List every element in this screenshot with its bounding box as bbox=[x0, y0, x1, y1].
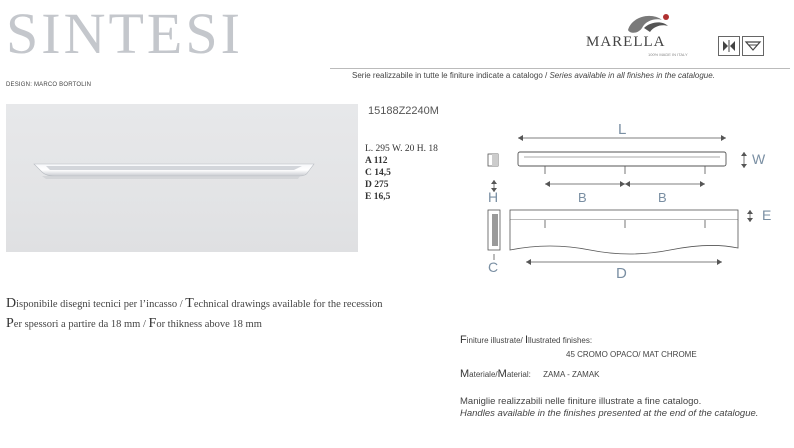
dim-label-b1: B bbox=[578, 190, 587, 205]
product-photo bbox=[6, 104, 358, 252]
product-code: 15188Z2240M bbox=[368, 105, 439, 117]
page-title: SINTESI bbox=[6, 1, 243, 66]
brand-name: MARELLA bbox=[586, 34, 666, 50]
footer-note-en: Handles available in the finishes presented at the end of the catalogue. bbox=[460, 408, 759, 419]
finishes-label: Finiture illustrate/ Illustrated finishes: bbox=[460, 334, 593, 346]
series-note bbox=[352, 71, 715, 80]
spec-c: C 14,5 bbox=[365, 168, 391, 178]
spec-d: D 275 bbox=[365, 180, 389, 190]
size-line: L. 295 W. 20 H. 18 bbox=[365, 144, 438, 154]
spec-a: A 112 bbox=[365, 156, 388, 166]
thickness-note: Per spessori a partire da 18 mm / For thikness above 18 mm bbox=[6, 316, 262, 331]
header-rule bbox=[330, 68, 790, 69]
finishes-value: 45 CROMO OPACO/ MAT CHROME bbox=[566, 350, 697, 359]
dim-label-c: C bbox=[488, 259, 499, 275]
brand-sub: 100% MADE IN ITALY bbox=[648, 52, 688, 57]
material-value: ZAMA - ZAMAK bbox=[543, 370, 600, 379]
dim-label-b2: B bbox=[658, 190, 667, 205]
handle-profile-icon bbox=[718, 36, 740, 56]
product-dimensions bbox=[365, 143, 438, 203]
spec-e: E 16,5 bbox=[365, 192, 391, 202]
dim-label-w: W bbox=[752, 151, 766, 167]
dim-label-d: D bbox=[616, 265, 627, 280]
dim-label-l: L bbox=[618, 121, 627, 138]
footer-note-it: Maniglie realizzabili nelle finiture illustrate a fine catalogo. bbox=[460, 396, 702, 407]
technical-drawing bbox=[470, 110, 790, 280]
recess-drawings-note: Disponibile disegni tecnici per l’incasso / Technical drawings available for the recession bbox=[6, 296, 383, 311]
series-note-en: Series available in all finishes in the catalogue. bbox=[549, 71, 715, 80]
footer-note bbox=[460, 396, 760, 420]
series-note-it: Serie realizzabile in tutte le finiture indicate a catalogo / bbox=[352, 71, 548, 80]
material-label: Materiale/Material: ZAMA - ZAMAK bbox=[460, 368, 600, 380]
finish-swatch-icon bbox=[742, 36, 764, 56]
dim-label-e: E bbox=[762, 207, 772, 223]
designer-credit: DESIGN: MARCO BORTOLIN bbox=[6, 82, 92, 88]
dim-label-h: H bbox=[488, 189, 499, 205]
